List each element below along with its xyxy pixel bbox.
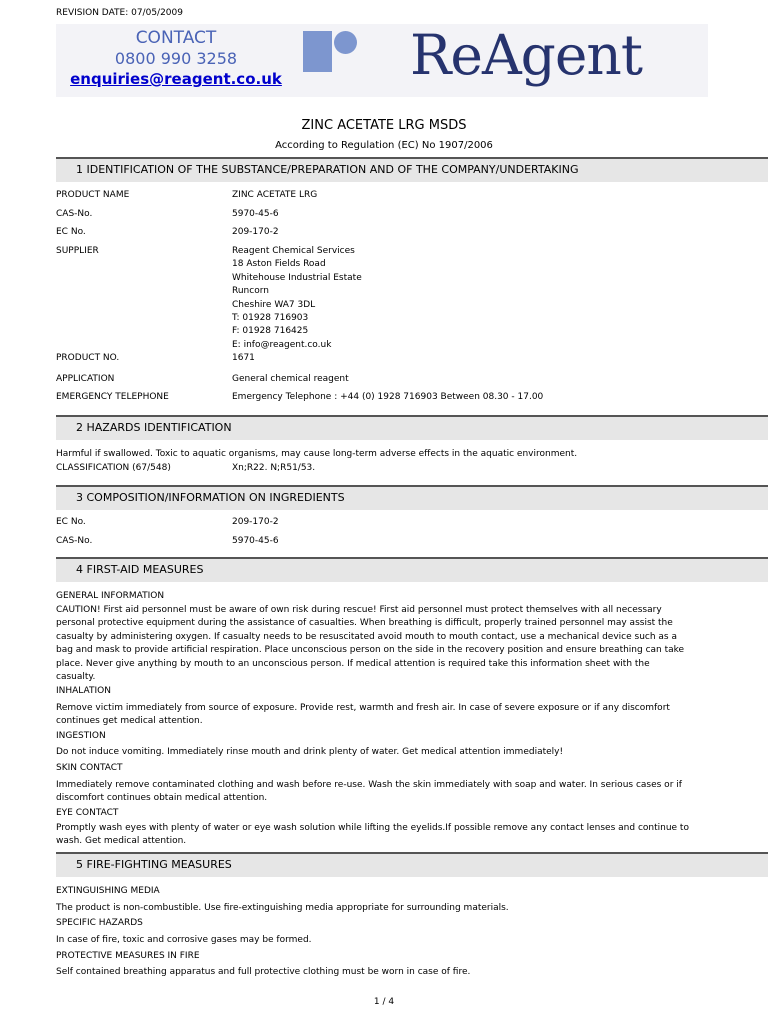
cas-label: CAS-No. — [56, 209, 93, 219]
general-information-text — [56, 604, 716, 684]
section-3-heading: 3 COMPOSITION/INFORMATION ON INGREDIENTS — [56, 485, 768, 510]
section-5-heading: 5 FIRE-FIGHTING MEASURES — [56, 852, 768, 877]
inhalation-text — [56, 702, 716, 729]
supplier-line: Whitehouse Industrial Estate — [232, 272, 362, 283]
logo-dot-icon — [334, 31, 357, 54]
supplier-line: Reagent Chemical Services — [232, 246, 355, 256]
contact-email-link[interactable]: enquiries@reagent.co.uk — [70, 70, 282, 88]
ec-label: EC No. — [56, 227, 86, 237]
section-1-heading: 1 IDENTIFICATION OF THE SUBSTANCE/PREPARATION AND OF THE COMPANY/UNDERTAKING — [56, 157, 768, 182]
general-information-label: GENERAL INFORMATION — [56, 591, 165, 601]
text-line: discomfort continues obtain medical attention. — [56, 793, 268, 804]
composition-ec-value: 209-170-2 — [232, 517, 279, 527]
text-line: bag and mask to provide artificial respiration. Place unconscious person on the side in the recovery position and ensure breathing can take — [56, 645, 685, 656]
supplier-line: Runcorn — [232, 286, 269, 297]
contact-phone[interactable]: 0800 990 3258 — [114, 49, 238, 68]
application-label: APPLICATION — [56, 374, 115, 384]
text-line: casualty by administering oxygen. If casualty needs to be resuscitated avoid mouth to mouth contact, use a mechanical device such as a — [56, 631, 677, 642]
section-4-heading: 4 FIRST-AID MEASURES — [56, 557, 768, 582]
text-line: Do not induce vomiting. Immediately rinse mouth and drink plenty of water. Get medical attention immediately! — [56, 747, 564, 757]
cas-value: 5970-45-6 — [232, 209, 279, 219]
protective-measures-label: PROTECTIVE MEASURES IN FIRE — [56, 951, 200, 961]
application-value: General chemical reagent — [232, 374, 349, 384]
text-line: Promptly wash eyes with plenty of water or eye wash solution while lifting the eyelids.If possible remove any contact lenses and continue to — [56, 823, 689, 833]
product-name-value: ZINC ACETATE LRG — [232, 190, 318, 200]
supplier-label: SUPPLIER — [56, 246, 99, 256]
contact-block — [56, 28, 296, 89]
supplier-line: Cheshire WA7 3DL — [232, 299, 316, 310]
contact-title: CONTACT — [135, 28, 217, 48]
product-no-label: PRODUCT NO. — [56, 353, 120, 363]
brand-logo-text: ReAgent — [410, 23, 642, 87]
composition-cas-value: 5970-45-6 — [232, 536, 279, 546]
supplier-line: 18 Aston Fields Road — [232, 259, 326, 270]
text-line: CAUTION! First aid personnel must be aware of own risk during rescue! First aid personnel must protect themselves with all necessary — [56, 605, 662, 615]
classification-label: CLASSIFICATION (67/548) — [56, 463, 171, 473]
supplier-line: F: 01928 716425 — [232, 326, 309, 337]
protective-measures-text: Self contained breathing apparatus and full protective clothing must be worn in case of fire. — [56, 967, 471, 977]
text-line: Immediately remove contaminated clothing and wash before re-use. Wash the skin immediately with soap and water. In serious cases or if — [56, 780, 682, 790]
text-line: continues get medical attention. — [56, 716, 203, 727]
ingestion-label: INGESTION — [56, 731, 106, 741]
text-line: casualty. — [56, 672, 96, 683]
document-subtitle: According to Regulation (EC) No 1907/2006 — [275, 140, 493, 151]
logo-icon — [303, 31, 332, 72]
composition-ec-label: EC No. — [56, 517, 86, 527]
text-line: wash. Get medical attention. — [56, 836, 187, 847]
supplier-line: T: 01928 716903 — [232, 313, 309, 324]
inhalation-label: INHALATION — [56, 686, 111, 696]
classification-value: Xn;R22. N;R51/53. — [232, 463, 316, 473]
text-line: place. Never give anything by mouth to an unconscious person. If medical attention is required take this information sheet with the — [56, 658, 650, 669]
skin-contact-text — [56, 779, 716, 806]
emergency-value: Emergency Telephone : +44 (0) 1928 716903 Between 08.30 - 17.00 — [232, 392, 544, 402]
supplier-line: E: info@reagent.co.uk — [232, 339, 332, 350]
product-name-label: PRODUCT NAME — [56, 190, 130, 200]
document-title: ZINC ACETATE LRG MSDS — [301, 118, 467, 133]
emergency-label: EMERGENCY TELEPHONE — [56, 392, 169, 402]
skin-contact-label: SKIN CONTACT — [56, 763, 123, 773]
extinguishing-media-label: EXTINGUISHING MEDIA — [56, 886, 160, 896]
product-no-value: 1671 — [232, 353, 255, 363]
composition-cas-label: CAS-No. — [56, 536, 93, 546]
text-line: Remove victim immediately from source of exposure. Provide rest, warmth and fresh air. In case of severe exposure or if any discomfort — [56, 703, 670, 713]
ec-value: 209-170-2 — [232, 227, 279, 237]
page-number: 1 / 4 — [373, 997, 395, 1007]
supplier-address — [232, 245, 362, 352]
eye-contact-label: EYE CONTACT — [56, 808, 119, 818]
section-2-heading: 2 HAZARDS IDENTIFICATION — [56, 415, 768, 440]
extinguishing-media-text: The product is non-combustible. Use fire-extinguishing media appropriate for surrounding materials. — [56, 903, 509, 913]
text-line: personal protective equipment during the assistance of casualties. When breathing is difficult, properly trained personnel may assist the — [56, 618, 673, 629]
specific-hazards-text: In case of fire, toxic and corrosive gases may be formed. — [56, 935, 312, 945]
ingestion-text — [56, 746, 716, 759]
revision-date: REVISION DATE: 07/05/2009 — [56, 8, 183, 18]
specific-hazards-label: SPECIFIC HAZARDS — [56, 918, 143, 928]
hazard-statement: Harmful if swallowed. Toxic to aquatic organisms, may cause long-term adverse effects in the aquatic environment. — [56, 449, 578, 459]
eye-contact-text — [56, 822, 716, 849]
